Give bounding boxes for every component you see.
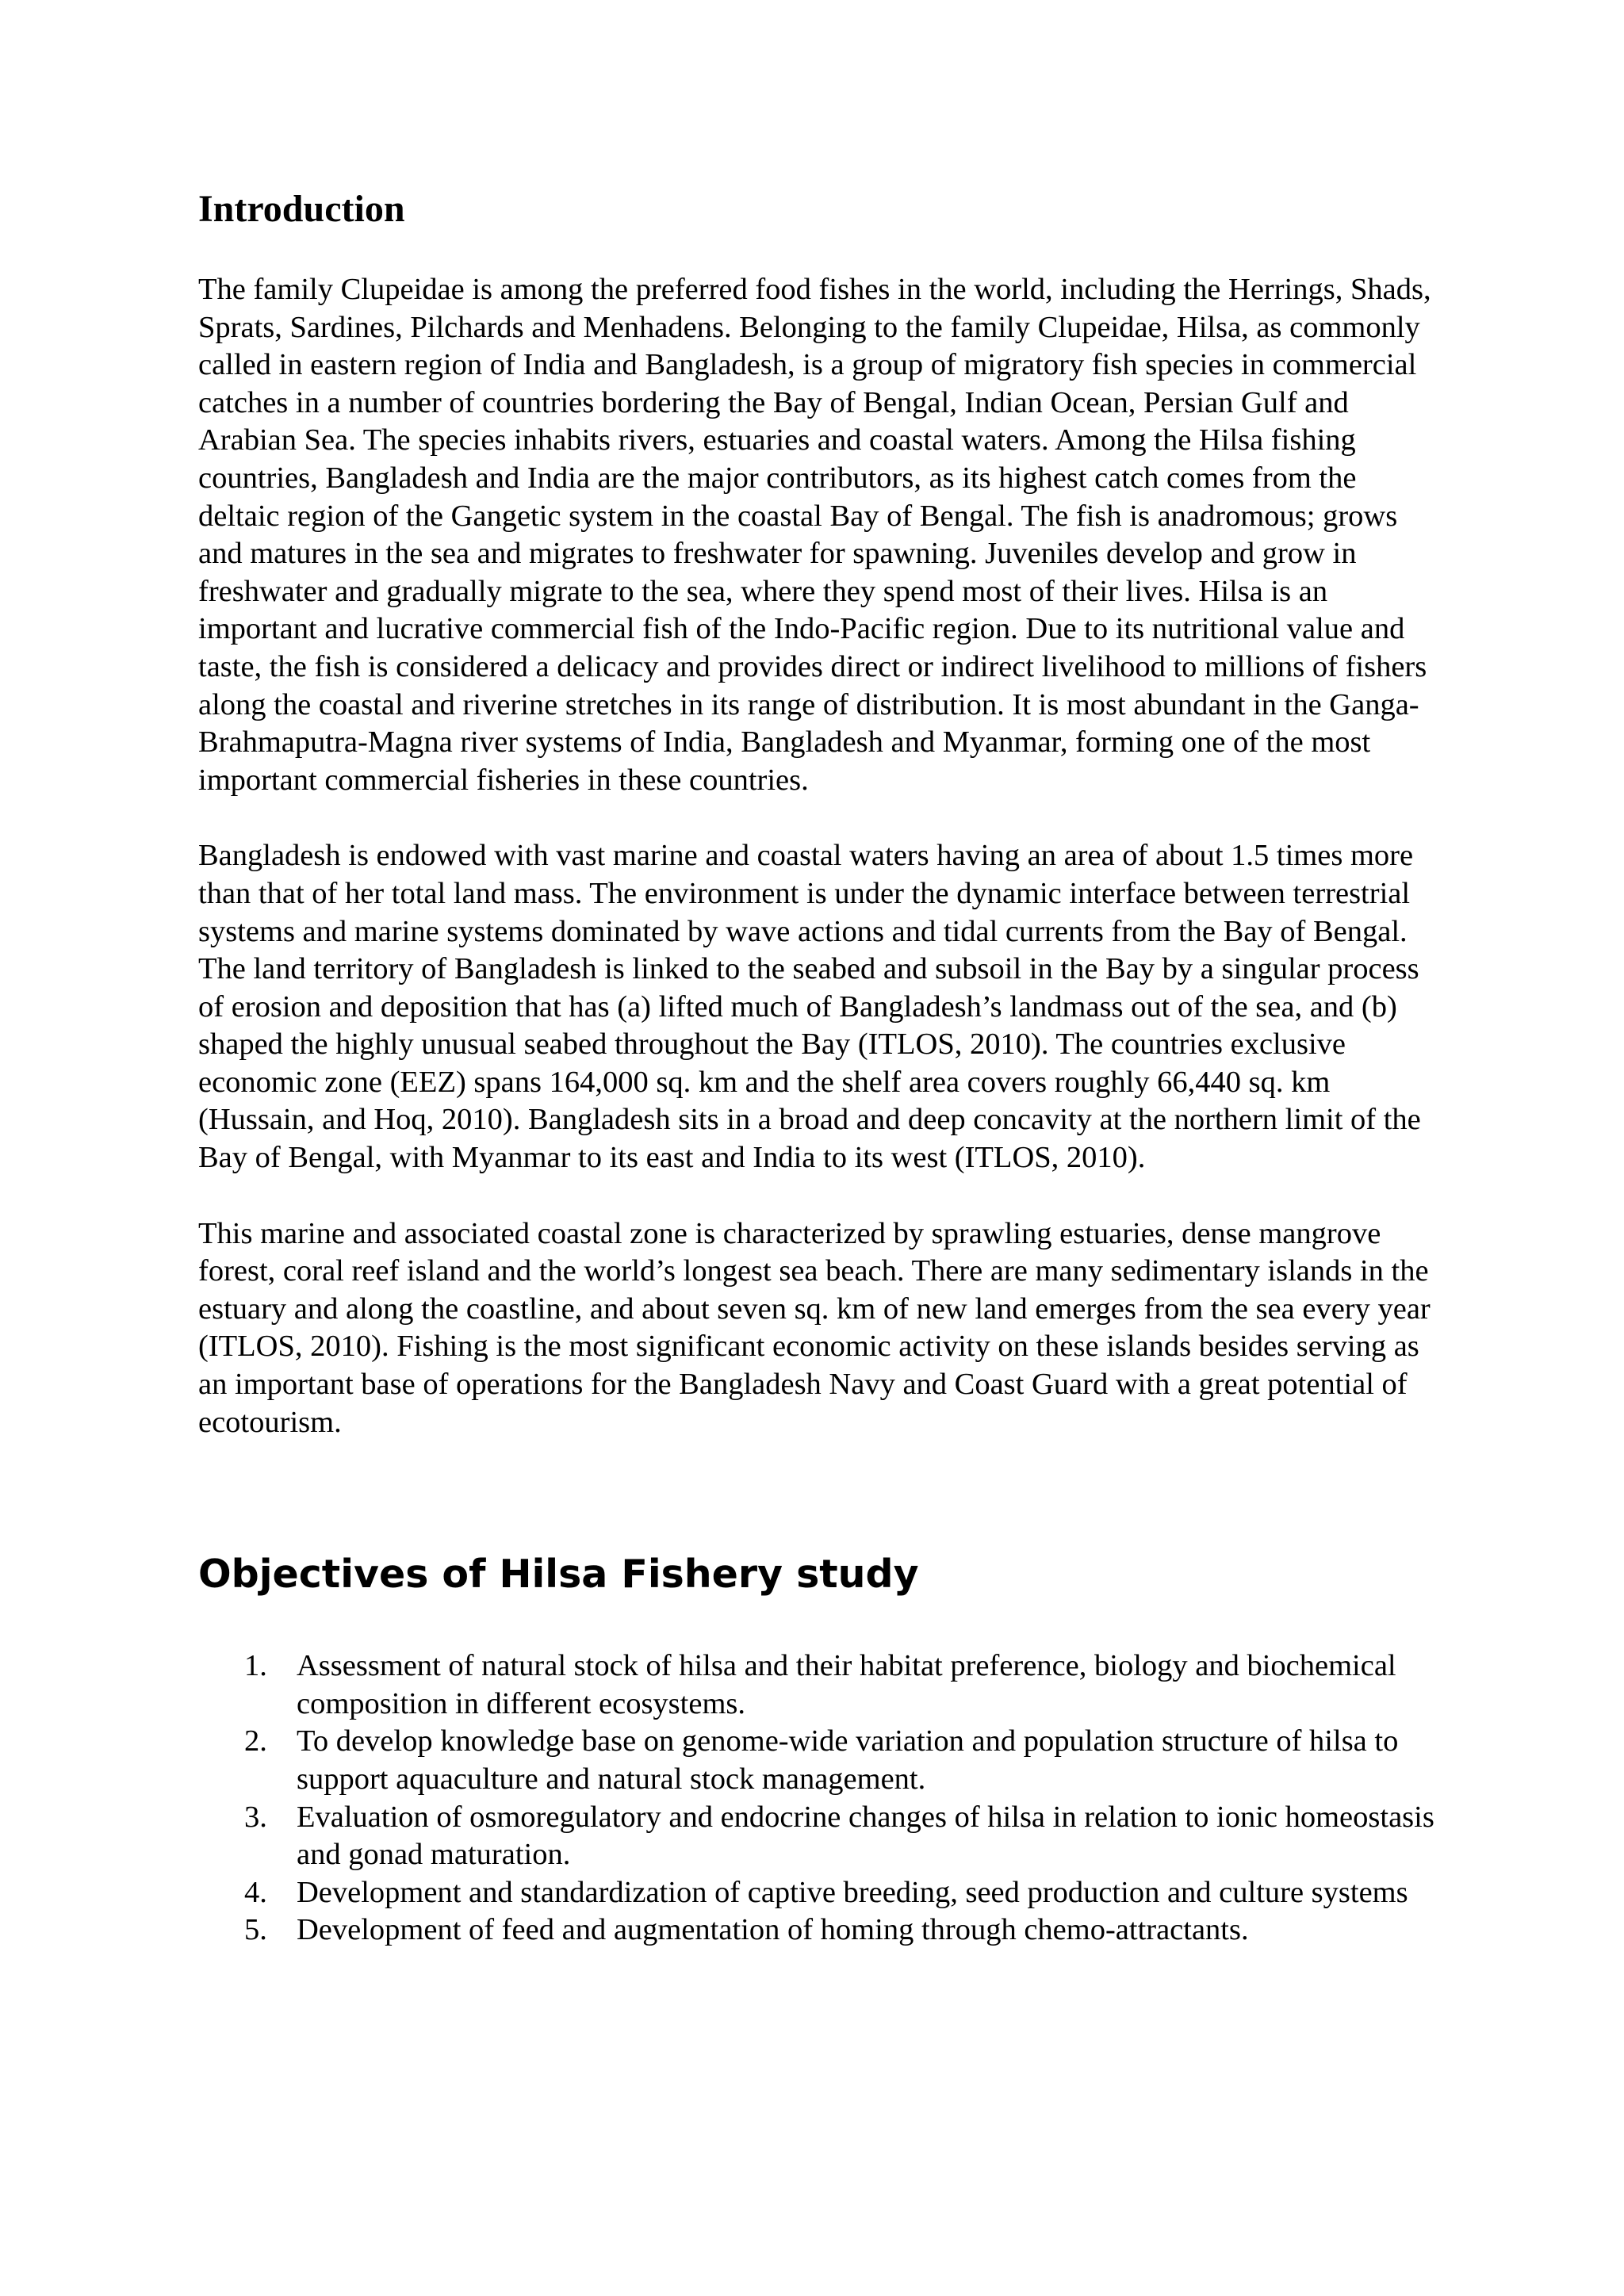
objective-item [198,1723,1443,1798]
introduction-paragraph: This marine and associated coastal zone is characterized by sprawling estuaries, dense mangrove forest, coral reef island and the world’s longest sea beach. There are many sedimentary islands in the estuary and along the coastline, and about seven sq. km of new land emerges from the sea every year (ITLOS, 2010). Fishing is the most significant economic activity on these islands besides serving as an important base of operations for the Bangladesh Navy and Coast Guard with a great potential of ecotourism. [198,1216,1431,1439]
objective-item [198,1874,1443,1912]
objective-text: Assessment of natural stock of hilsa and their habitat preference, biology and biochemical composition in different ecosystems. [297,1649,1396,1720]
objective-text: Development and standardization of captive breeding, seed production and culture systems [297,1875,1408,1909]
introduction-paragraph: The family Clupeidae is among the preferred food fishes in the world, including the Herrings, Shads, Sprats, Sardines, Pilchards and Menhadens. Belonging to the family Clupeidae, Hilsa, as commonly called in eastern region of India and Bangladesh, is a group of migratory fish species in commercial catches in a number of countries bordering the Bay of Bengal, Indian Ocean, Persian Gulf and Arabian Sea. The species inhabits rivers, estuaries and coastal waters. Among the Hilsa fishing countries, Bangladesh and India are the major contributors, as its highest catch comes from the deltaic region of the Gangetic system in the coastal Bay of Bengal. The fish is anadromous; grows and matures in the sea and migrates to freshwater for spawning. Juveniles develop and grow in freshwater and gradually migrate to the sea, where they spend most of their lives. Hilsa is an important and lucrative commercial fish of the Indo-Pacific region. Due to its nutritional value and taste, the fish is considered a delicacy and provides direct or indirect livelihood to millions of fishers along the coastal and riverine stretches in its range of distribution. It is most abundant in the Ganga-Brahmaputra-Magna river systems of India, Bangladesh and Myanmar, forming one of the most important commercial fisheries in these countries. [198,273,1431,797]
objectives-heading: Objectives of Hilsa Fishery study [198,1552,919,1598]
objective-number: 4. [244,1875,267,1909]
objective-number: 2. [244,1724,267,1758]
objective-text: To develop knowledge base on genome-wide variation and population structure of hilsa to support aquaculture and natural stock management. [297,1724,1399,1796]
objective-text: Evaluation of osmoregulatory and endocrine changes of hilsa in relation to ionic homeostasis and gonad maturation. [297,1800,1434,1872]
objective-number: 3. [244,1800,267,1834]
objectives-list [198,1647,1443,1950]
objective-item [198,1911,1443,1950]
introduction-heading: Introduction [198,188,405,230]
introduction-paragraph: Bangladesh is endowed with vast marine and coastal waters having an area of about 1.5 times more than that of her total land mass. The environment is under the dynamic interface between terrestrial systems and marine systems dominated by wave actions and tidal currents from the Bay of Bengal. The land territory of Bangladesh is linked to the seabed and subsoil in the Bay by a singular process of erosion and deposition that has (a) lifted much of Bangladesh’s landmass out of the sea, and (b) shaped the highly unusual seabed throughout the Bay (ITLOS, 2010). The countries exclusive economic zone (EEZ) spans 164,000 sq. km and the shelf area covers roughly 66,440 sq. km (Hussain, and Hoq, 2010). Bangladesh sits in a broad and deep concavity at the northern limit of the Bay of Bengal, with Myanmar to its east and India to its west (ITLOS, 2010). [198,839,1421,1175]
objective-number: 1. [244,1649,267,1683]
document-page [198,187,1443,1950]
objective-item [198,1647,1443,1723]
objective-item [198,1799,1443,1874]
objective-number: 5. [244,1913,267,1947]
objective-text: Development of feed and augmentation of homing through chemo-attractants. [297,1913,1249,1947]
